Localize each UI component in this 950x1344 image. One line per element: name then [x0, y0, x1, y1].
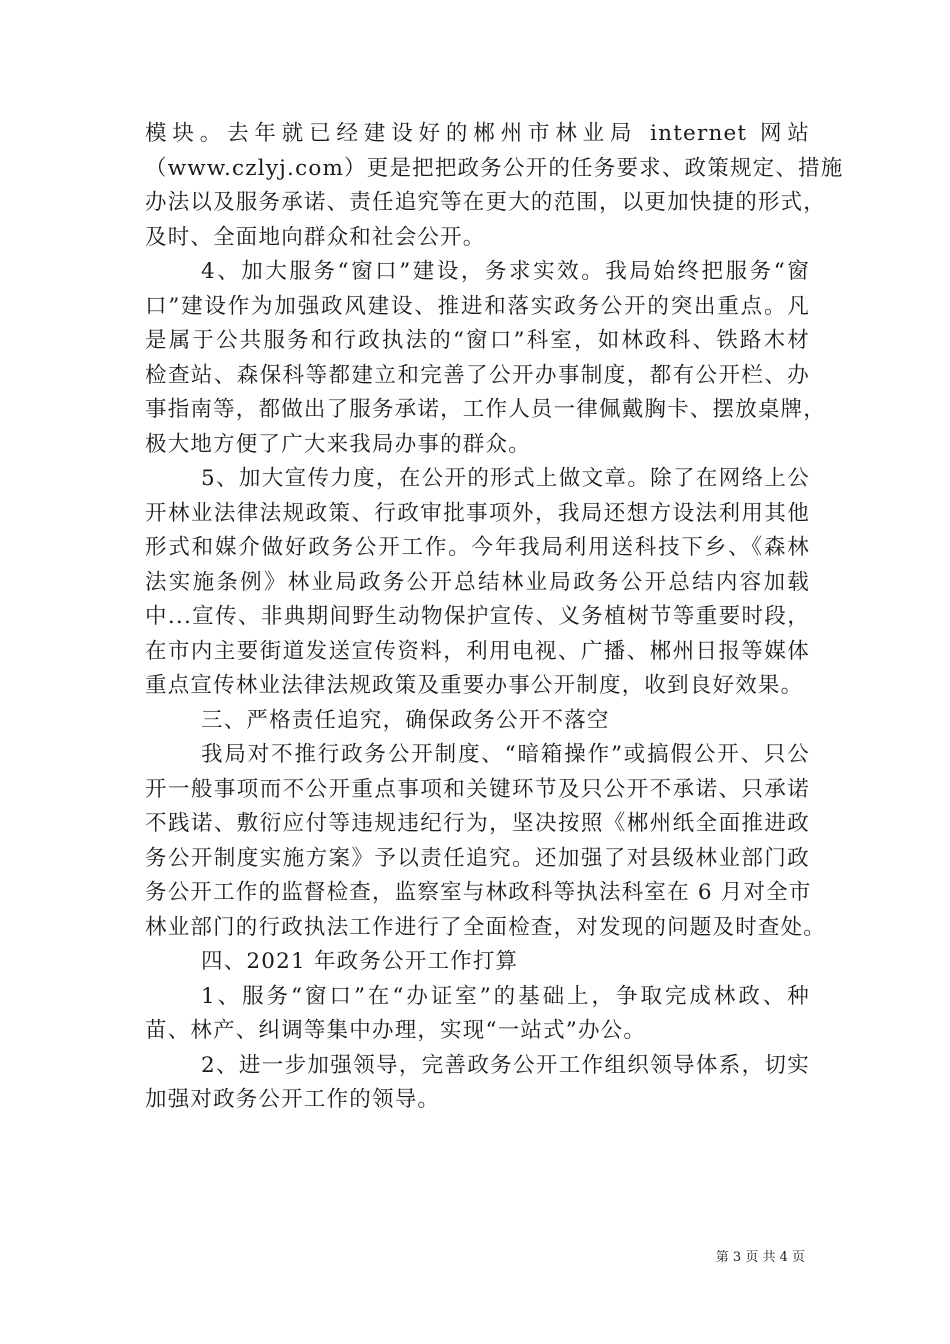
- text-line: 加强对政务公开工作的领导。: [145, 1087, 441, 1112]
- text-line: 在市内主要街道发送宣传资料，利用电视、广播、郴州日报等媒体: [145, 638, 810, 664]
- text-line: 办法以及服务承诺、责任追究等在更大的范围，以更加快捷的形式，: [145, 190, 827, 215]
- paragraph-start-line: 1、服务“窗口”在“办证室”的基础上，争取完成林政、种: [201, 983, 810, 1009]
- paragraph-start-line: 我局对不推行政务公开制度、“暗箱操作”或搞假公开、只公: [201, 742, 810, 767]
- text-line: 重点宣传林业法律法规政策及重要办事公开制度，收到良好效果。: [145, 673, 804, 698]
- text-line: 务公开工作的监督检查，监察室与林政科等执法科室在 6 月对全市: [145, 880, 812, 905]
- section-heading: 四、2021 年政务公开工作打算: [201, 949, 519, 974]
- text-line: 开一般事项而不公开重点事项和关键环节及只公开不承诺、只承诺: [145, 776, 810, 802]
- text-line: 是属于公共服务和行政执法的“窗口”科室，如林政科、铁路木材: [145, 328, 810, 353]
- text-line: 模块。去年就已经建设好的郴州市林业局 internet 网站: [145, 121, 810, 146]
- text-line: 检查站、森保科等都建立和完善了公开办事制度，都有公开栏、办: [145, 362, 810, 388]
- text-line: 法实施条例》林业局政务公开总结林业局政务公开总结内容加载: [145, 569, 810, 595]
- paragraph-start-line: 4、加大服务“窗口”建设，务求实效。我局始终把服务“窗: [201, 259, 810, 284]
- section-heading: 三、严格责任追究，确保政务公开不落空: [201, 707, 610, 733]
- text-line: （www.czlyj.com）更是把把政务公开的任务要求、政策规定、措施: [145, 155, 844, 181]
- paragraph-start-line: 2、进一步加强领导，完善政务公开工作组织领导体系，切实: [201, 1052, 810, 1078]
- text-line: 形式和媒介做好政务公开工作。今年我局利用送科技下乡、《森林: [145, 535, 810, 560]
- body-text: [145, 117, 844, 1118]
- text-line: 林业部门的行政执法工作进行了全面检查，对发现的问题及时查处。: [145, 914, 827, 940]
- text-line: 务公开制度实施方案》予以责任追究。还加强了对县级林业部门政: [145, 845, 810, 871]
- text-line: 事指南等，都做出了服务承诺，工作人员一律佩戴胸卡、摆放桌牌，: [145, 397, 827, 422]
- text-line: 不践诺、敷衍应付等违规违纪行为，坚决按照《郴州纸全面推进政: [145, 811, 810, 836]
- text-line: 及时、全面地向群众和社会公开。: [145, 224, 486, 250]
- page-number: 第 3 页 共 4 页: [715, 1250, 805, 1265]
- text-line: 苗、林产、纠调等集中办理，实现“一站式”办公。: [145, 1018, 647, 1043]
- text-line: 中...宣传、非典期间野生动物保护宣传、义务植树节等重要时段，: [145, 604, 810, 629]
- text-line: 极大地方便了广大来我局办事的群众。: [145, 431, 531, 457]
- text-line: 开林业法律法规政策、行政审批事项外，我局还想方设法利用其他: [145, 500, 810, 526]
- paragraph-start-line: 5、加大宣传力度，在公开的形式上做文章。除了在网络上公: [201, 466, 810, 491]
- text-line: 口”建设作为加强政风建设、推进和落实政务公开的突出重点。凡: [145, 293, 810, 319]
